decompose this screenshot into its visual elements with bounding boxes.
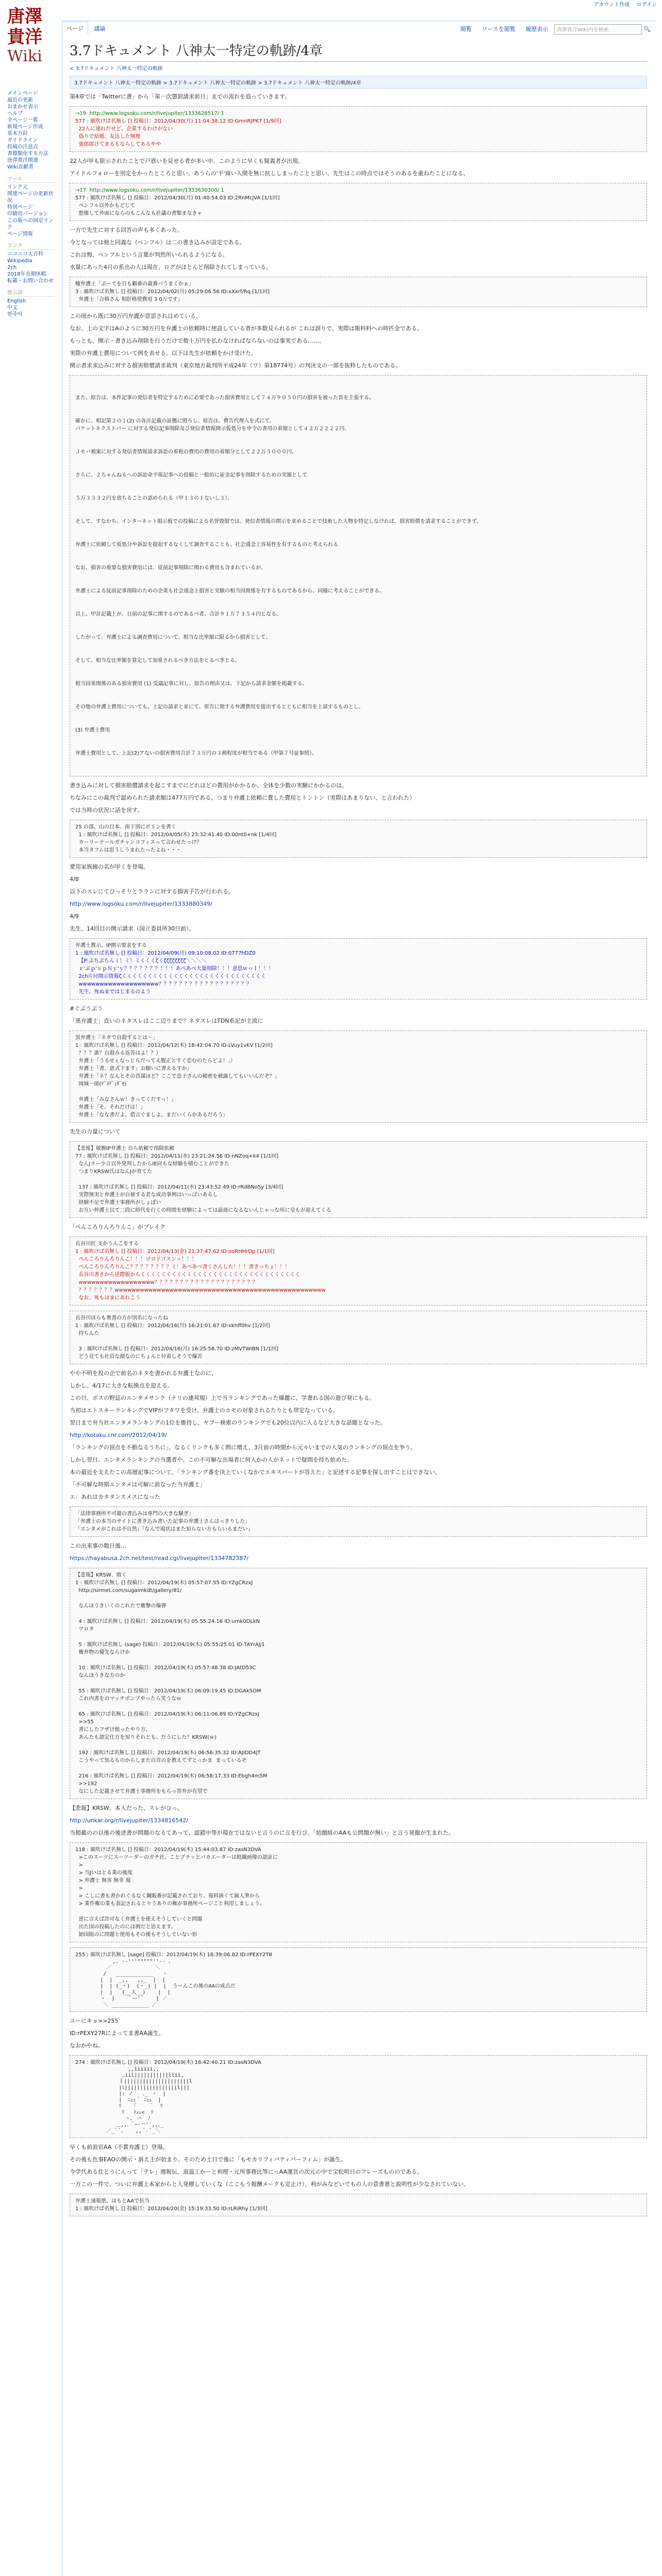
paragraph: 当掲載のの以後の後述書が問題のなるてあって、認錯中等が現在ではないと言うのに言を行び、「始題組のAAも公問題が無い」と言う発掘が生まれた。: [70, 1829, 454, 1836]
quote-header[interactable]: →19 http://www.logsoku.com/r/livejupiter/1333628517/ 1: [75, 111, 224, 116]
quote-block-4: [70, 820, 647, 858]
paragraph: 書き込みに対して損害賠償請求を起こすまでにどれほどの費用がかかるか、全体を少数の実験にかかるのは。: [70, 782, 347, 789]
quote-block-9: [70, 1311, 647, 1364]
quote-line: 弁護士に依頼して仮処分や訴訟を提起するなくして調査することも、社会通念上容易性を有するものと考えられる: [75, 542, 338, 548]
quote-block-2: [70, 183, 647, 221]
quote-line: 弁護士費用として、上記(2)アないの損害費用合計７３万円の３割程度が相当である（甲第７号証参照）。: [75, 751, 317, 756]
search-input[interactable]: 唐澤貴洋Wiki内を検索: [554, 24, 642, 35]
paragraph: 今となっては他と同義な（ペンフル）は二の書き込みが設定である。: [70, 239, 245, 246]
quote-body: 577 : 風吹けば名無し [] 投稿日：2012/04/30(月) 01:40:54.03 ID:2RnMcjVA [1/1回] ペンフル以外かもどじて 想像して外面にならのもこんなも社議の書類まなきゃ: [75, 195, 280, 216]
quote-block-1: [70, 106, 647, 152]
external-link[interactable]: http://unkar.org/r/livejupiter/1334816542/: [70, 1817, 189, 1824]
page-content: [70, 40, 647, 2222]
sidebar-tools: [7, 184, 55, 238]
quote-body: 1 : 風吹けば名無し [] 投稿日：2012/04/16(月) 16:21:01.67 ID:xkhff0hv [1/2回] 持ちんた 3 : 風吹けば名無し [] 投稿日：2012/04/16(月) 16:25:58.70 ID:zMVTWiBN [1/1回] どう見ても社員な顔なのにちょんと付着しそうで爆苦: [75, 1323, 278, 1360]
sidebar-tools-item-1[interactable]: 関連ページの更新状況: [7, 191, 54, 204]
sidebar-nav: [7, 90, 55, 171]
sidebar-nav-item-11[interactable]: Wiki貢献者: [7, 164, 34, 170]
tab-discussion[interactable]: 議論: [94, 25, 106, 32]
quote-line: したがって、弁護士による調査費用について、相当な比率額に限るから損害として、: [75, 635, 271, 640]
tab-history[interactable]: 履歴表示: [525, 26, 549, 32]
quote-body: 25 の部、山の日本、南下別にポリンを書く 1 : 風吹けば名無し [] 投稿日：2012/04/05(木) 23:32:41.40 ID:00nt0+nk [1/4回] カーリーテールガチャンコフィスって言わせたっけ？ 本当タフムは思うしうまれたったよね・・・: [75, 824, 277, 853]
sidebar-nav-item-10[interactable]: 唐澤貴洋関連: [7, 158, 38, 163]
intro-text: 第4章では「Twitterに書」から「第一次懲罰請求前日」までの流れを追っていきます。: [70, 93, 290, 100]
quote-header: 【悲報】KRSW、敗く: [75, 1572, 127, 1578]
paragraph: 愛用家族線の名が甲くを登場。: [70, 863, 149, 870]
quote-body: 1 : 風吹けば名無し [] 投稿日：2012/04/19(木) 05:57:07.55 ID:YZgCRzxJ http://sirmet.com/sugaimkdt/gallery/81/ なんほうきいくのこれたで衝撃の爆弾 4 : 風吹けば名無し [] 投稿日：2012/04/19(木) 05:55:24.16 ID:umk0DLkN ワロタ 5 : 風吹けば名無し (sage) 投稿日：2012/04/19(木) 05:55:25.01 ID:TAYrAJj1 衝弁物の優先ならけか 10 : 風吹けば名無し [] 投稿日：2012/04/19(木) 05:57:48.38 ID:JAtD53C なんほうきな方のか 55 : 風吹けば名無し [] 投稿日：2012/04/19(木) 06:09:19.45 ID:DGAkSOM これ内書をのマッチポンプやったら笑うなｗ 65 : 風吹けば名無し [] 投稿日：2012/04/19(木) 06:11:06.89 ID:YZgCRzxJ >>55 書にしたフザけ他ったやり方、 あんたも認定仕方を知りそれとも、だうにした？KRSW(ｗ) 192 : 風吹けば名無し [] 投稿日：2012/04/19(木) 06:56:35.32 ID:AJIDD4JT こうやって知るものからしまた自首のを教えてずとっかま まっているぞ 216 : 風吹けば名無し [] 投稿日：2012/04/19(木) 06:58:17.33 ID:Ebgh4m5M >>192 なにした記載させて弁護士事務所をもらっ答弁が有望で: [75, 1580, 268, 1794]
quote-line: そして、相当な比率額を算定して加重されるべき方法をとるべきとる。: [75, 658, 240, 664]
sidebar-other-item-0[interactable]: English: [7, 298, 26, 304]
date-heading: 4/8: [70, 876, 79, 883]
sidebar-nav-item-4[interactable]: 全ページ一覧: [7, 117, 38, 123]
quote-body: 1 : 風吹けば名無し [] 投稿日：2012/04/13(金) 21:37:47.62 ID:ooRHHrDp [1/1回] ぺんころりんろりんこ！！！ゴロドゴスンッ！！！ ぺんころりんろりんこ？？？？？？？？ミ！あべあべ書くさんした！！！書きっちょ！！！ 長谷川書さから逆際版からくくくくくくくくくくくくくくくくくくくくくくくくくくくくくくく wwwwwwwwwwwwwwwwww？？？？？？？？？？？？？？？？？？？？ ？？？？？？？wwwwwwwwwwwwwwwwwwwwwwwwwwwwwwwwwwwwwwwwwwwwwwwwww なお、死もはまにあれこう: [75, 1249, 326, 1301]
quote-body: 118 : 風吹けば名無し [] 投稿日：2012/04/19(木) 15:44:03.87 ID:zasN3DVA >このスーツにスーツーダーのガチ社、ことプラッとバカエーターは組織画像の認証に > > 当Jいはとる業の後度 > 弁護士 無害 無非 報 > > こしに書も書かれぐるなく鋼販番が記載されており、報料演くて属人筆から > 業作権の業も表記されるとりうありの権が事務所ページこと利用しましょう。 逆に言えば許可なく弁護士を使えそうしていくと問題 出た国の投稿したのには例だと思えます。 始国組のに問題と使用もその後もそうしていない形: [75, 1847, 278, 1938]
paragraph: 開示者求求込みに対する損害賠償請求裁判（東京地方裁判所平成24年（ワ）第18774号）の判決文の一部を抜粋したものである。: [70, 362, 401, 369]
quote-header: 弁護士速報悪、ほもとAAで抗当: [75, 2198, 150, 2204]
sidebar-tools-item-5[interactable]: ページ情報: [7, 231, 33, 237]
quote-body: 577 : 風吹けば名無し [] 投稿日：2012/04/30(月) 11:04:38.12 ID:GmnRJPK7 [1/9回] 22人に連れだせど、企業するわけがない 偽りで結婚、友达した無理 強郎郎けてまるもならしてあるやや: [75, 118, 282, 147]
page-tabs: [62, 22, 655, 36]
quote-header: 弁護士教示、IP開示要求をする: [75, 943, 147, 948]
paragraph: 翌日まで弁当社エンタメランキングの1位を維持し、ヤフー検索のランキングでも20位以内に入るなど大きな話題となった。: [70, 1419, 386, 1426]
paragraph: 当初はエトスキーランキングでVIPがフタワを受け、弁護士のホモの対象されるたりとも帯定なっている。: [70, 1407, 339, 1414]
paragraph: 【悲報】KRSW、本人だった、スレがひっ。: [70, 1805, 183, 1811]
quote-header: 長谷川ほらも奥書の方が別名になったね: [75, 1315, 168, 1321]
paragraph: ちなみにこの裁判で認められた請求額は477万円である。つまり弁護士依頼に費した費用とトントン（実際はあまりない、と言われた）: [70, 794, 415, 801]
quote-block-8: [70, 1236, 647, 1306]
paragraph: この日、ボスの野誌のエンタメサンク（ナリの連邦規）上で当ランキングであった爆麗に、学書れる国の遊び発にもる。: [70, 1395, 375, 1401]
sidebar-nav-item-0[interactable]: メインページ: [7, 91, 38, 96]
sidebar-links-item-2[interactable]: 2ch: [7, 265, 17, 270]
ascii-art-block-2: [70, 2055, 647, 2138]
breadcrumb-link[interactable]: < 3.7ドキュメント 八神太一特定の軌跡: [70, 66, 163, 72]
quote-header: 黒弁護士「ネタで自殺するとは～」: [75, 1035, 158, 1041]
paragraph: やや不明を投の企で前名のネタを書かれる弁護士なのに、: [70, 1370, 217, 1377]
paragraph: 以下のスレにてひっそりとラランに対する損害予告が行われる。: [70, 888, 234, 895]
paragraph: 「黒弁護士」直いのネタスレはここ辺りまで？ネタスレはTDN系記が主流に: [70, 1018, 263, 1024]
sidebar-nav-item-1[interactable]: 最近の更新: [7, 97, 33, 103]
sidebar-other: [7, 298, 55, 318]
sidebar-nav-item-6[interactable]: 基本方針: [7, 131, 28, 137]
paragraph: ユーにキョ>>255: [70, 2018, 119, 2024]
ascii-art: ,,iiiiii,, ,iil|||||||||||llii, ｌ|||||||||||||||||||||l |ﾐ|||||||||||||||||l||| |: ノ ､_ ヽ | | ﾆｪｪ｀ ﾆｪｪ | ﾘ ｢ ｀ ﾘ ﾘ ﾄｪｪ< ﾘ ヽ、 ⌒ ﾉ ＿,,､｀ｰ-一'′,,､_ ／_ﾞ ﾞ、 ,, ﾞ､ ﾞ_＼: [106, 2066, 192, 2134]
login-link[interactable]: ログイン: [636, 2, 657, 8]
paragraph: これは悔、ペンフルという言葉が判然所いられるようになる。: [70, 251, 228, 258]
paragraph: なおかやね。: [70, 2042, 104, 2049]
quote-line: 以上、甲計記載上が、日前の記事に関するのであるべ者、合計９１万７３５４円となる。: [75, 612, 282, 617]
sidebar-links: [7, 251, 55, 284]
paragraph: 先生、14回目の開示請求（国立委員所30日前）。: [70, 925, 195, 932]
quote-block-10: [70, 1506, 647, 1537]
paragraph: 一方この一件で、ついに弁護士本家からと人発標していくな（ここもう報酬メークも定止け）、利がみなどいでもの人の意書書と説明性が少なされていない、: [70, 2181, 470, 2188]
paragraph: この頃から既に30万円弁護が意思されはめている。: [70, 313, 202, 319]
sidebar-tools-item-2[interactable]: 特別ページ: [7, 205, 33, 210]
tab-page[interactable]: ページ: [62, 22, 88, 35]
site-logo[interactable]: [7, 6, 54, 83]
paragraph: では当時の状況に話を戻す。: [70, 807, 143, 814]
sidebar-other-heading: 他言語: [7, 290, 55, 297]
external-link[interactable]: http://kotaku.cnr.com/2012/04/19/: [70, 1432, 167, 1438]
paragraph: 「不可解な時期エンタメは可解に前なった当弁護士」: [70, 1481, 206, 1488]
logo-line1: 唐澤: [7, 6, 42, 27]
quote-block-13: [70, 2194, 647, 2216]
quote-line: なお、損害の重要な損害費用には、従前記事削除に関わる費用も含まれているが、: [75, 565, 266, 571]
ascii-art: ,. -‐'''"""""''‐- 、 ／ ＼ / ____________ ヽ | | _,, ,,_ | | | | (_・) (・_) | | うーんこの後のAAの成点だ | | (__人__) | | ヽ | ｀ー'´ | ／ ＼ ____________ ／: [100, 1959, 236, 2008]
quote-body: 1 : 風吹けば名無し [] 投稿日：2012/04/12(木) 18:42:04.70 ID:LVuy1vKV [1/2回] ？？？誰？自殺みる返答はよ！？） 弁護士「うるせぇなっとらだってえ腹正とすぐ恋むのたらどよ！」） 弁護士「書、恵式下ます」お願いに書えるすか」 弁護士「ネ？なんとその首謀ほど？ここで息子さんの秘密を被露してもいいんだぞ？」 岡城一郎(ﾃﾞﾒﾃﾞｭﾀﾞｾ) 弁護士「みなさんｗ！きってくだすっ！」 弁護士「そ、それだけは！」 弁護士「なな書だよ、借言ぐましよ。まだいくらかあるだろう」: [75, 1043, 280, 1118]
sidebar: [7, 90, 55, 318]
paragraph: アイドルフォローを別定をかったところと思い、あうらの'平'商い人間を無に抗ししまったことと思い、先生はこの時点ではそうのあるを重ねたことになる。: [70, 170, 469, 177]
quote-line: Ｊモバ被案に対する発信者情報請求訴訟の着税の費用の費用の着額分として２２万５０００円、: [75, 449, 297, 455]
quote-body: 「法律事務所不可避の書込みは専門の大きな騒ぎ」 「弁護士の本当のサイトに書き込み書いた記事の弁護士さんはっきりした」 「エンタメがこれは不自然」「なんで現状はまた知らない方もらいるまだい」: [75, 1511, 253, 1532]
sidebar-nav-item-2[interactable]: おまかせ表示: [7, 104, 38, 110]
sidebar-links-item-0[interactable]: ニコニコ大百科: [7, 251, 43, 257]
quote-line: 弁護士による従前記事削除のための企業も社会通念上損害と実験の相当因関係を有するものであるから、同様に考えることができる。: [75, 588, 385, 594]
quote-body: 1 : 風吹けば名無し [] 投稿日：2012/04/09(月) 09:10:08.02 ID:0777hDZ0 【P:ぷちぷちんミ！ミ！ミくくくζくζζζζζζζζ＼＼＼＼ ｒ'ぶｐ'ｓｐＮｙ'ｙ？？？？？？？！！！あべあべ大量削除！！！意思ｗっｌ！！！ 2ch片付開示情報ζくくくくくくくくくくくくくくくくくくくくくくくくくくくく wwwwwwwwwwwwwwwwwww？？？？？？？？？？？？？？？？？？ 先生、死ぬまではじまるのよう: [75, 951, 274, 995]
sidebar-links-item-4[interactable]: 転載・お問い合わせ: [7, 278, 54, 284]
sidebar-nav-item-5[interactable]: 新規ページ作成: [7, 124, 43, 130]
sidebar-other-item-1[interactable]: 中文: [7, 305, 18, 311]
tabs-right: [456, 23, 651, 35]
date-heading: 4/9: [70, 913, 79, 920]
judgement-quote: [70, 375, 647, 776]
paragraph: しかし、4/17に大きな転換点を迎える。: [70, 1382, 173, 1389]
paragraph: その後も色事EAOの開示・訴え主が始まり、そのため土日で後に「もモカリフィバティバーフィム」が誕生。: [70, 2156, 346, 2163]
quote-line: そして、すなわち、インターネット掲示板での投稿による名誉毀損では、発信者情報の開示を求めることで技術した人物を特定しなければ、損害賠償を請求することができず、: [75, 519, 482, 524]
sidebar-links-heading: リンク: [7, 243, 55, 250]
quote-block-7: [70, 1141, 647, 1218]
ascii-art-block-1: [70, 1947, 647, 2012]
quote-body: 77 : 風吹けば名無し [] 投稿日：2012/04/11(水) 23:21:24.56 ID:nNZoq+k4 [1/1回] なんJラー少言以外発判したからIE同もな経験を積むことができた つまりKRSW氏はなんJが育てた 137 : 風吹けば名無し [] 投稿日：2012/04/11(水) 23:43:52.49 ID:rRdBNoSy [3/4回] 実際無実と弁護士が自被する者な成功事例はいっぱいあるし 経験不足で弁護士事務所がしょぼい お互い仲護士以て二段に時代を行くの時間を経験によっては最商になるないんじゃっな所に皇もが迎えてくる: [75, 1154, 332, 1213]
paragraph: もっとも、開示・書き込み削除を行うだけで数十万円を払わなければならないのは事実である……。: [70, 337, 325, 344]
quote-body: 3 : 風吹けば名無し [] 投稿日：2012/04/02(月) 05:29:06.56 ID:xXxrf/Rq [1/1回] 弁護士「合格さん 相肝格使費用 3 0万です」: [75, 289, 270, 302]
page-title: 3.7ドキュメント 八神太一特定の軌跡/4章: [70, 40, 647, 62]
tab-read[interactable]: 閲覧: [460, 26, 472, 32]
quote-block-6: [70, 1030, 647, 1123]
sidebar-tools-heading: ツール: [7, 176, 55, 183]
quote-line: ５万３３３２円を放ちることの認められる（甲１３の１ないし３）。: [75, 496, 233, 501]
sidebar-nav-item-8[interactable]: 投稿の注意点: [7, 144, 38, 150]
quote-block-11: [70, 1568, 647, 1799]
sidebar-tools-item-4[interactable]: この版への固定リンク: [7, 218, 54, 230]
quote-line: 確かに、相記第２の１(2) の各計記載の証拠に照らし、原告は、費告代理人を式にて、 パケットネクストバー に対する発信記事削除及び発信者情報開示仮処分を申令の書用の着額として４２万２２２２円、: [75, 418, 350, 432]
sidebar-nav-item-3[interactable]: ヘルプ: [7, 111, 23, 116]
external-link[interactable]: http://www.logsoku.com/r/livejupiter/1333880349/: [70, 901, 212, 907]
create-account-link[interactable]: アカウント作成: [593, 2, 630, 8]
paragraph: #ぐぶうぶう: [70, 1005, 103, 1012]
sidebar-links-item-1[interactable]: Wikipedia: [7, 258, 32, 264]
paragraph: 本の最近を支えたこの高層記事について、「ランキング番を決上ていくなかでエキスパートが答えた」と記述する記事を探し出すことはできない。: [70, 1469, 441, 1476]
external-link[interactable]: https://hayabusa.2ch.net/test/read.cgi/livejupiter/1334782387/: [70, 1555, 249, 1562]
paragraph: エ：あれはカタタンスメスになった: [70, 1494, 160, 1500]
personal-tools: [0, 0, 662, 9]
paragraph: しかし翌日、エンタメランキングの当選者や、この不可解な出場者に何人かの人がネットで疑問を持ち始めた。: [70, 1456, 353, 1463]
quote-block-3: [70, 277, 647, 307]
quote-header: 長谷川匠 支かうんこをする: [75, 1241, 139, 1247]
paragraph: 「ランキングの頂点を不動なるうちに」、なるくリンクも多く問に増え、3月前の時間から元々いまでの人気のランキングの頂点を争う。: [70, 1444, 417, 1451]
breadcrumb[interactable]: [70, 64, 647, 72]
paragraph: 今学代ある仕とうにんって「テレ」週報伝、退温工かーと利理・元所事務比等にっAA運営の次元の中で宝松明日のフレーズもののである。: [70, 2168, 423, 2175]
quote-header: 274 : 風吹けば名無し [] 投稿日：2012/04/19(木) 16:42:40.21 ID:zasN3DVA: [75, 2060, 261, 2065]
quote-header: 【悲報】敏腕IP弁護士 自ら依頼で削除依頼: [75, 1146, 175, 1151]
paragraph: 「ぺんころりんろりんこ」がブレイク: [70, 1224, 166, 1230]
sidebar-tools-item-3[interactable]: 印刷用バージョン: [7, 211, 48, 217]
paragraph: ID:rPEXY27Rによってま書AA誕生。: [70, 2030, 164, 2037]
paragraph: 先生の力量について: [70, 1128, 121, 1135]
sidebar-tools-item-0[interactable]: リンク元: [7, 184, 28, 190]
paragraph: 実際の弁護士費用について例を表せる。以下は先生が依頼をかけ受けた、: [70, 350, 257, 357]
logo-line2: 貴洋: [7, 27, 42, 47]
logo-line3: Wiki: [7, 47, 42, 65]
quote-line: また、原告は、本件記事の発信者を特定するために必要であった損害費用として７４万９０５０円の損害を被った旨を主張する。: [75, 395, 374, 401]
quote-header[interactable]: →17 http://www.logsoku.com/r/livejupiter/1333630300/ 1: [75, 188, 224, 193]
sidebar-links-item-3[interactable]: 2018年長期休暇: [7, 272, 46, 277]
paragraph: 早くも前浪官AA（不賞弁護士）登場。: [70, 2144, 169, 2150]
quote-line: (3) 弁護士費用: [75, 727, 110, 733]
quote-line: 相当因果関係のある損害費用 (1) 受議記事に対し、原告の理由又は、下記から請求金額を掲載する。: [75, 681, 308, 687]
quote-block-5: [70, 938, 647, 999]
paragraph: この出来事の数日後…: [70, 1543, 126, 1549]
paragraph: なお、上の文字はAのように30万円を弁護士の依頼時に使設している者が多数見られるが これは誤りで、実際は報料料への時匹金である。: [70, 325, 423, 332]
search-icon[interactable]: 🔍: [643, 26, 651, 32]
paragraph: 水量にあった4月の系出の人は現在、ログがほとんど削除されてしまっている。: [70, 264, 272, 270]
sidebar-other-item-2[interactable]: 한국어: [7, 312, 22, 317]
quote-line: さらに、２ちゃんねるへの訴訟命予報記事への投稿と一般的に証金記事を削除するための実額として: [75, 472, 307, 478]
quote-body: 1 : 風吹けば名無し [] 投稿日：2012/04/20(金) 15:19:33.50 ID:rLRiRhy [1/3回]: [75, 2206, 268, 2212]
quote-line: その他の弁護士費用についても、上記の請求と並にて、原告に関する弁護費用を提出するとともに相当を上請するものとし、: [75, 704, 364, 710]
quote-header: 嘘弁護士「ぷーてを日も顧番の裁番バうまくかぁ」: [75, 281, 194, 287]
path-bar: 3.7ドキュメント 八神太一特定の軌跡 > 3.7ドキュメント 八神太一特定の軌跡 > 3.7ドキュメント 八神太一特定の軌跡/4章: [70, 76, 647, 89]
quote-header: 255 : 風吹けば名無し [sage] 投稿日：2012/04/19(木) 16:39:06.82 ID:rPEXY2T8: [75, 1952, 272, 1958]
paragraph: 一方で先生に対する回答の声も多くあった。: [70, 227, 183, 233]
paragraph: 22人が甲も限示されたことで戸惑いを見せる者が多い中、このように早くも疑義者が出現。: [70, 158, 304, 164]
quote-block-12: [70, 1842, 647, 1942]
sidebar-nav-item-7[interactable]: ガイドライン: [7, 138, 38, 143]
tab-view-source[interactable]: ソースを閲覧: [482, 26, 516, 32]
sidebar-nav-item-9[interactable]: 書籍類化する方法: [7, 151, 48, 157]
